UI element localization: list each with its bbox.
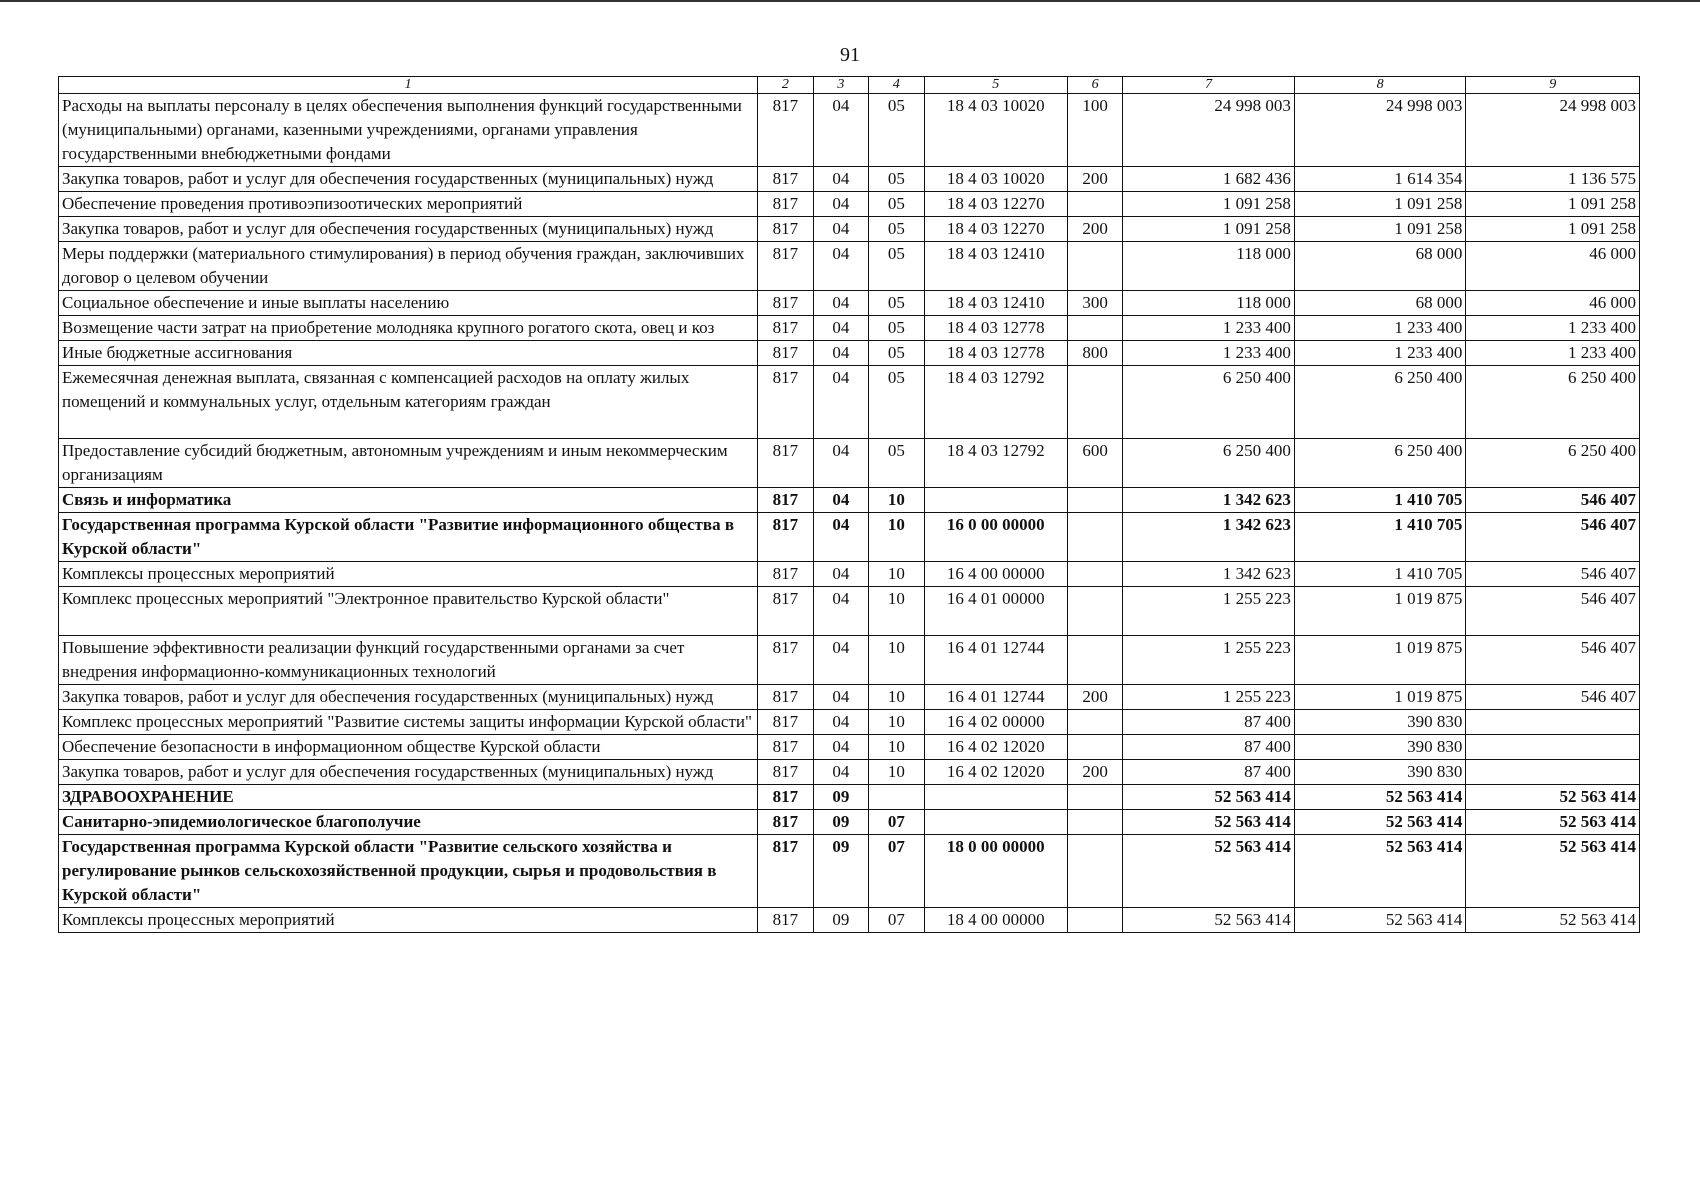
section-code: 04 — [813, 488, 868, 513]
amount-col-7: 1 255 223 — [1123, 685, 1295, 710]
amount-col-8: 1 019 875 — [1294, 685, 1466, 710]
amount-col-7: 6 250 400 — [1123, 366, 1295, 439]
subsection-code: 05 — [869, 242, 924, 291]
subsection-code: 10 — [869, 735, 924, 760]
amount-col-9: 1 136 575 — [1466, 167, 1640, 192]
subsection-code: 07 — [869, 835, 924, 908]
amount-col-7: 6 250 400 — [1123, 439, 1295, 488]
subsection-code: 05 — [869, 341, 924, 366]
amount-col-9: 46 000 — [1466, 242, 1640, 291]
row-name: Ежемесячная денежная выплата, связанная с компенсацией расходов на оплату жилых помещений и коммунальных услуг, отдельным категориям граждан — [59, 366, 758, 439]
section-code: 04 — [813, 439, 868, 488]
target-article-code: 18 4 03 10020 — [924, 94, 1067, 167]
table-row — [59, 636, 1640, 685]
amount-col-9: 6 250 400 — [1466, 439, 1640, 488]
expense-type-code — [1067, 242, 1122, 291]
target-article-code: 18 4 03 10020 — [924, 167, 1067, 192]
amount-col-8: 1 233 400 — [1294, 341, 1466, 366]
expense-type-code: 200 — [1067, 167, 1122, 192]
subsection-code: 05 — [869, 192, 924, 217]
target-article-code: 16 4 00 00000 — [924, 562, 1067, 587]
subsection-code: 05 — [869, 167, 924, 192]
subsection-code: 10 — [869, 760, 924, 785]
table-row — [59, 513, 1640, 562]
table-row — [59, 291, 1640, 316]
amount-col-7: 1 255 223 — [1123, 636, 1295, 685]
subsection-code: 10 — [869, 513, 924, 562]
header-cell-5: 5 — [924, 77, 1067, 94]
amount-col-9: 546 407 — [1466, 513, 1640, 562]
amount-col-7: 87 400 — [1123, 735, 1295, 760]
subsection-code: 07 — [869, 810, 924, 835]
amount-col-9: 52 563 414 — [1466, 810, 1640, 835]
target-article-code — [924, 488, 1067, 513]
row-name: Закупка товаров, работ и услуг для обеспечения государственных (муниципальных) нужд — [59, 685, 758, 710]
expense-type-code — [1067, 835, 1122, 908]
amount-col-7: 87 400 — [1123, 710, 1295, 735]
amount-col-9 — [1466, 760, 1640, 785]
admin-code: 817 — [758, 439, 813, 488]
subsection-code: 05 — [869, 316, 924, 341]
target-article-code: 16 4 01 12744 — [924, 636, 1067, 685]
section-code: 09 — [813, 810, 868, 835]
subsection-code: 05 — [869, 94, 924, 167]
amount-col-7: 52 563 414 — [1123, 835, 1295, 908]
target-article-code: 18 4 00 00000 — [924, 908, 1067, 933]
header-cell-2: 2 — [758, 77, 813, 94]
expense-type-code — [1067, 192, 1122, 217]
expense-type-code — [1067, 908, 1122, 933]
table-row — [59, 192, 1640, 217]
header-cell-1: 1 — [59, 77, 758, 94]
header-cell-7: 7 — [1123, 77, 1295, 94]
amount-col-9: 52 563 414 — [1466, 908, 1640, 933]
amount-col-8: 390 830 — [1294, 710, 1466, 735]
admin-code: 817 — [758, 587, 813, 636]
table-row — [59, 785, 1640, 810]
amount-col-8: 6 250 400 — [1294, 366, 1466, 439]
expense-type-code — [1067, 562, 1122, 587]
amount-col-8: 52 563 414 — [1294, 785, 1466, 810]
section-code: 04 — [813, 291, 868, 316]
subsection-code: 10 — [869, 587, 924, 636]
row-name: Предоставление субсидий бюджетным, автономным учреждениям и иным некоммерческим организациям — [59, 439, 758, 488]
expense-type-code — [1067, 513, 1122, 562]
admin-code: 817 — [758, 94, 813, 167]
amount-col-9: 546 407 — [1466, 587, 1640, 636]
section-code: 04 — [813, 587, 868, 636]
table-row — [59, 810, 1640, 835]
subsection-code: 05 — [869, 291, 924, 316]
amount-col-8: 1 410 705 — [1294, 513, 1466, 562]
subsection-code: 05 — [869, 439, 924, 488]
admin-code: 817 — [758, 735, 813, 760]
amount-col-8: 1 233 400 — [1294, 316, 1466, 341]
amount-col-9: 1 233 400 — [1466, 341, 1640, 366]
section-code: 04 — [813, 94, 868, 167]
admin-code: 817 — [758, 291, 813, 316]
amount-col-9: 546 407 — [1466, 562, 1640, 587]
amount-col-8: 390 830 — [1294, 735, 1466, 760]
amount-col-9: 46 000 — [1466, 291, 1640, 316]
expense-type-code: 200 — [1067, 760, 1122, 785]
target-article-code: 18 4 03 12410 — [924, 242, 1067, 291]
amount-col-7: 1 342 623 — [1123, 562, 1295, 587]
table-row — [59, 908, 1640, 933]
expense-type-code — [1067, 735, 1122, 760]
target-article-code: 16 4 01 00000 — [924, 587, 1067, 636]
expense-type-code: 200 — [1067, 685, 1122, 710]
admin-code: 817 — [758, 366, 813, 439]
amount-col-7: 87 400 — [1123, 760, 1295, 785]
row-name: Обеспечение проведения противоэпизоотических мероприятий — [59, 192, 758, 217]
table-row — [59, 835, 1640, 908]
target-article-code: 16 4 02 12020 — [924, 735, 1067, 760]
amount-col-8: 1 019 875 — [1294, 636, 1466, 685]
expense-type-code — [1067, 636, 1122, 685]
section-code: 04 — [813, 562, 868, 587]
amount-col-7: 1 342 623 — [1123, 513, 1295, 562]
admin-code: 817 — [758, 908, 813, 933]
row-name: Социальное обеспечение и иные выплаты населению — [59, 291, 758, 316]
table-row — [59, 735, 1640, 760]
expense-type-code — [1067, 488, 1122, 513]
amount-col-8: 52 563 414 — [1294, 908, 1466, 933]
expense-type-code: 600 — [1067, 439, 1122, 488]
row-name: Комплекс процессных мероприятий "Развитие системы защиты информации Курской области" — [59, 710, 758, 735]
admin-code: 817 — [758, 316, 813, 341]
expense-type-code — [1067, 316, 1122, 341]
table-row — [59, 587, 1640, 636]
amount-col-8: 68 000 — [1294, 242, 1466, 291]
amount-col-8: 1 019 875 — [1294, 587, 1466, 636]
expense-type-code: 100 — [1067, 94, 1122, 167]
section-code: 04 — [813, 341, 868, 366]
expense-type-code — [1067, 366, 1122, 439]
table-row — [59, 242, 1640, 291]
amount-col-7: 52 563 414 — [1123, 785, 1295, 810]
section-code: 04 — [813, 735, 868, 760]
table-row — [59, 685, 1640, 710]
header-cell-6: 6 — [1067, 77, 1122, 94]
table-row — [59, 167, 1640, 192]
header-cell-4: 4 — [869, 77, 924, 94]
table-body — [59, 94, 1640, 933]
amount-col-9: 546 407 — [1466, 636, 1640, 685]
table-row — [59, 710, 1640, 735]
column-number-header — [59, 77, 1640, 94]
subsection-code: 05 — [869, 217, 924, 242]
section-code: 04 — [813, 192, 868, 217]
table-row — [59, 316, 1640, 341]
subsection-code: 10 — [869, 636, 924, 685]
amount-col-8: 1 410 705 — [1294, 488, 1466, 513]
amount-col-7: 24 998 003 — [1123, 94, 1295, 167]
amount-col-9 — [1466, 710, 1640, 735]
target-article-code: 18 4 03 12270 — [924, 217, 1067, 242]
amount-col-8: 1 091 258 — [1294, 217, 1466, 242]
row-name: Комплекс процессных мероприятий "Электронное правительство Курской области" — [59, 587, 758, 636]
target-article-code: 18 4 03 12270 — [924, 192, 1067, 217]
amount-col-9: 52 563 414 — [1466, 835, 1640, 908]
row-name: Государственная программа Курской области "Развитие сельского хозяйства и регулирование рынков сельскохозяйственной продукции, сырья и продовольствия в Курской области" — [59, 835, 758, 908]
target-article-code: 18 4 03 12792 — [924, 366, 1067, 439]
admin-code: 817 — [758, 636, 813, 685]
target-article-code — [924, 785, 1067, 810]
amount-col-7: 52 563 414 — [1123, 810, 1295, 835]
amount-col-7: 1 233 400 — [1123, 341, 1295, 366]
target-article-code: 18 4 03 12778 — [924, 316, 1067, 341]
expense-type-code — [1067, 587, 1122, 636]
amount-col-9: 24 998 003 — [1466, 94, 1640, 167]
subsection-code: 05 — [869, 366, 924, 439]
row-name: Закупка товаров, работ и услуг для обеспечения государственных (муниципальных) нужд — [59, 760, 758, 785]
amount-col-9: 1 233 400 — [1466, 316, 1640, 341]
admin-code: 817 — [758, 217, 813, 242]
target-article-code: 18 0 00 00000 — [924, 835, 1067, 908]
admin-code: 817 — [758, 685, 813, 710]
section-code: 04 — [813, 513, 868, 562]
section-code: 04 — [813, 710, 868, 735]
amount-col-9: 546 407 — [1466, 685, 1640, 710]
budget-table — [58, 76, 1640, 933]
expense-type-code: 800 — [1067, 341, 1122, 366]
amount-col-8: 1 091 258 — [1294, 192, 1466, 217]
admin-code: 817 — [758, 513, 813, 562]
target-article-code: 16 4 02 12020 — [924, 760, 1067, 785]
expense-type-code — [1067, 810, 1122, 835]
amount-col-7: 1 682 436 — [1123, 167, 1295, 192]
expense-type-code — [1067, 785, 1122, 810]
amount-col-8: 52 563 414 — [1294, 810, 1466, 835]
subsection-code: 10 — [869, 710, 924, 735]
amount-col-7: 1 255 223 — [1123, 587, 1295, 636]
admin-code: 817 — [758, 835, 813, 908]
target-article-code: 16 4 01 12744 — [924, 685, 1067, 710]
subsection-code: 10 — [869, 562, 924, 587]
expense-type-code — [1067, 710, 1122, 735]
admin-code: 817 — [758, 488, 813, 513]
top-border-line — [0, 0, 1700, 2]
expense-type-code: 200 — [1067, 217, 1122, 242]
amount-col-9 — [1466, 735, 1640, 760]
amount-col-8: 1 614 354 — [1294, 167, 1466, 192]
page-number: 91 — [840, 44, 860, 66]
section-code: 04 — [813, 217, 868, 242]
table-row — [59, 488, 1640, 513]
subsection-code: 10 — [869, 685, 924, 710]
admin-code: 817 — [758, 167, 813, 192]
row-name: Комплексы процессных мероприятий — [59, 908, 758, 933]
amount-col-9: 6 250 400 — [1466, 366, 1640, 439]
row-name: Расходы на выплаты персоналу в целях обеспечения выполнения функций государственными (муниципальными) органами, казенными учреждениями, органами управления государственными внебюджетными фондами — [59, 94, 758, 167]
amount-col-8: 1 410 705 — [1294, 562, 1466, 587]
table-row — [59, 217, 1640, 242]
section-code: 04 — [813, 316, 868, 341]
admin-code: 817 — [758, 710, 813, 735]
target-article-code: 16 0 00 00000 — [924, 513, 1067, 562]
row-name: ЗДРАВООХРАНЕНИЕ — [59, 785, 758, 810]
admin-code: 817 — [758, 785, 813, 810]
amount-col-8: 52 563 414 — [1294, 835, 1466, 908]
amount-col-8: 6 250 400 — [1294, 439, 1466, 488]
admin-code: 817 — [758, 242, 813, 291]
amount-col-7: 1 091 258 — [1123, 192, 1295, 217]
section-code: 04 — [813, 366, 868, 439]
amount-col-7: 1 342 623 — [1123, 488, 1295, 513]
table-row — [59, 760, 1640, 785]
subsection-code — [869, 785, 924, 810]
amount-col-9: 1 091 258 — [1466, 217, 1640, 242]
amount-col-7: 1 091 258 — [1123, 217, 1295, 242]
header-cell-3: 3 — [813, 77, 868, 94]
section-code: 09 — [813, 785, 868, 810]
header-row — [59, 77, 1640, 94]
row-name: Меры поддержки (материального стимулирования) в период обучения граждан, заключивших договор о целевом обучении — [59, 242, 758, 291]
target-article-code: 18 4 03 12792 — [924, 439, 1067, 488]
row-name: Комплексы процессных мероприятий — [59, 562, 758, 587]
target-article-code: 16 4 02 00000 — [924, 710, 1067, 735]
amount-col-8: 24 998 003 — [1294, 94, 1466, 167]
table-row — [59, 366, 1640, 439]
row-name: Возмещение части затрат на приобретение молодняка крупного рогатого скота, овец и коз — [59, 316, 758, 341]
table-row — [59, 94, 1640, 167]
table-row — [59, 439, 1640, 488]
admin-code: 817 — [758, 562, 813, 587]
amount-col-9: 1 091 258 — [1466, 192, 1640, 217]
target-article-code — [924, 810, 1067, 835]
amount-col-9: 546 407 — [1466, 488, 1640, 513]
amount-col-7: 118 000 — [1123, 291, 1295, 316]
row-name: Государственная программа Курской области "Развитие информационного общества в Курской области" — [59, 513, 758, 562]
admin-code: 817 — [758, 341, 813, 366]
row-name: Санитарно-эпидемиологическое благополучие — [59, 810, 758, 835]
subsection-code: 10 — [869, 488, 924, 513]
header-cell-8: 8 — [1294, 77, 1466, 94]
amount-col-9: 52 563 414 — [1466, 785, 1640, 810]
table-row — [59, 341, 1640, 366]
admin-code: 817 — [758, 192, 813, 217]
row-name: Закупка товаров, работ и услуг для обеспечения государственных (муниципальных) нужд — [59, 167, 758, 192]
row-name: Иные бюджетные ассигнования — [59, 341, 758, 366]
row-name: Повышение эффективности реализации функций государственными органами за счет внедрения информационно-коммуникационных технологий — [59, 636, 758, 685]
amount-col-7: 52 563 414 — [1123, 908, 1295, 933]
section-code: 04 — [813, 167, 868, 192]
row-name: Закупка товаров, работ и услуг для обеспечения государственных (муниципальных) нужд — [59, 217, 758, 242]
header-cell-9: 9 — [1466, 77, 1640, 94]
amount-col-8: 390 830 — [1294, 760, 1466, 785]
section-code: 04 — [813, 685, 868, 710]
admin-code: 817 — [758, 810, 813, 835]
section-code: 04 — [813, 760, 868, 785]
row-name: Связь и информатика — [59, 488, 758, 513]
amount-col-7: 118 000 — [1123, 242, 1295, 291]
subsection-code: 07 — [869, 908, 924, 933]
section-code: 04 — [813, 242, 868, 291]
table-row — [59, 562, 1640, 587]
target-article-code: 18 4 03 12778 — [924, 341, 1067, 366]
target-article-code: 18 4 03 12410 — [924, 291, 1067, 316]
admin-code: 817 — [758, 760, 813, 785]
expense-type-code: 300 — [1067, 291, 1122, 316]
section-code: 04 — [813, 636, 868, 685]
amount-col-7: 1 233 400 — [1123, 316, 1295, 341]
section-code: 09 — [813, 835, 868, 908]
section-code: 09 — [813, 908, 868, 933]
row-name: Обеспечение безопасности в информационном обществе Курской области — [59, 735, 758, 760]
amount-col-8: 68 000 — [1294, 291, 1466, 316]
